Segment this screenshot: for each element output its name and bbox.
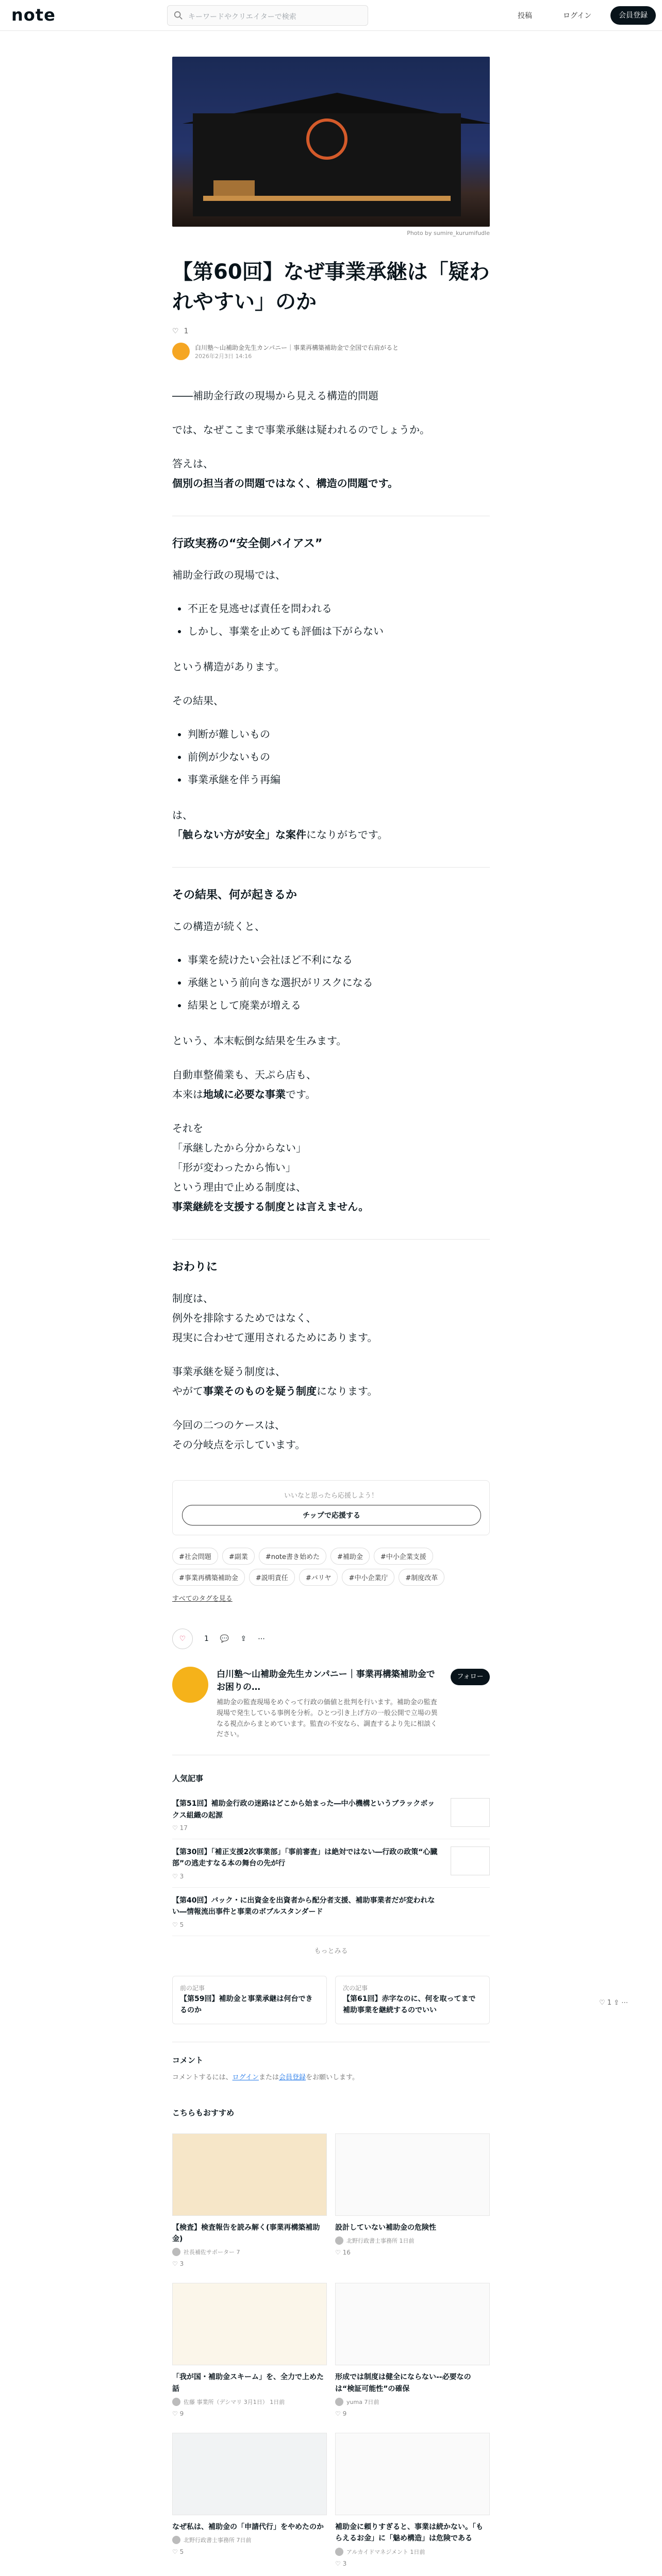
comments-title: コメント bbox=[172, 2055, 204, 2065]
paragraph: この構造が続くと、 bbox=[172, 920, 265, 933]
share-icon[interactable]: ⇪ bbox=[240, 1635, 247, 1643]
list-item[interactable]: 【第51回】補助金行政の迷路はどこから始まった―中小機構というブラックボックス組織の起源 ♡ 17 bbox=[172, 1791, 490, 1839]
paragraph: その結果、 bbox=[172, 694, 224, 707]
thumbnail bbox=[172, 2283, 327, 2365]
article-card[interactable]: 「我が国・補助金スキーム」を、全力で上めた話 佐藤 事業所（デシマリ 3月1日） 1日前 ♡ 9 bbox=[172, 2283, 327, 2417]
thumbnail bbox=[172, 2133, 327, 2216]
recommended-title: こちらもおすすめ bbox=[172, 2108, 235, 2117]
section-heading: 行政実務の“安全側バイアス” bbox=[172, 516, 490, 551]
like-count: 1 bbox=[204, 1635, 209, 1643]
bullet-list: • 事業を続けたい会社ほど不利になる • 承継という前向きな選択がリスクになる • 結果として廃業が増える bbox=[172, 948, 490, 1016]
comment-icon[interactable]: 💬 bbox=[220, 1635, 229, 1643]
tag[interactable]: #note書き始めた bbox=[259, 1548, 326, 1565]
post-date: 2026年2月3日 14:16 bbox=[195, 352, 252, 360]
article-card[interactable]: なぜ私は、補助金の「申請代行」をやめたのか 北野行政書士事務所 7日前 ♡ 5 bbox=[172, 2433, 327, 2567]
next-article-link[interactable]: 次の記事 【第61回】赤字なのに、何を取ってまで補助事業を継続するのでいい bbox=[335, 1976, 490, 2024]
avatar[interactable] bbox=[172, 1667, 208, 1703]
tag[interactable]: #補助金 bbox=[330, 1548, 370, 1565]
all-tags-link[interactable]: すべてのタグを見る bbox=[172, 1595, 233, 1603]
comments-note: コメントするには、ログインまたは会員登録をお願いします。 bbox=[172, 2073, 359, 2081]
comments-section bbox=[172, 2042, 490, 2081]
top-header bbox=[0, 0, 662, 31]
thumbnail bbox=[451, 1798, 490, 1827]
article-card[interactable]: 補助金に頼りすぎると、事業は続かない。「もらえるお金」に「魅め構造」は危険である アルカイドマネジメント 1日前 ♡ 3 bbox=[335, 2433, 490, 2567]
support-label: いいなと思ったら応援しよう！ bbox=[284, 1492, 378, 1500]
popular-title: 人気記事 bbox=[172, 1774, 204, 1784]
article-body bbox=[172, 386, 490, 1454]
paragraph: 制度は、 例外を排除するためではなく、 現実に合わせて運用されるためにあります。 bbox=[172, 1292, 378, 1344]
tag[interactable]: #説明責任 bbox=[249, 1569, 295, 1586]
author-name[interactable]: 白川塾〜山補助金先生カンパニー｜事業再構築補助金で全国で右肩がると bbox=[195, 344, 399, 351]
login-link[interactable]: ログイン bbox=[563, 12, 592, 20]
list-item[interactable]: 【第30回】「補正支援2次事業部」「事前審査」は絶対ではない―行政の政策“心臓部”の逃走すなる本の舞台の先が行 ♡ 3 bbox=[172, 1839, 490, 1888]
like-button[interactable]: ♡ bbox=[172, 1629, 193, 1649]
bullet-list: • 判断が難しいもの • 前例が少ないもの • 事業承継を伴う再編 bbox=[172, 723, 490, 791]
more-icon[interactable]: ⋯ bbox=[258, 1635, 266, 1643]
search-icon bbox=[174, 11, 183, 20]
paragraph: という構造があります。 bbox=[172, 660, 285, 673]
article-nav bbox=[172, 1976, 490, 2024]
tag[interactable]: #社会問題 bbox=[172, 1548, 218, 1565]
more-link[interactable]: もっとみる bbox=[314, 1947, 348, 1955]
heart-icon[interactable]: ♡ bbox=[172, 327, 179, 335]
author-profile bbox=[172, 1667, 490, 1755]
profile-name[interactable]: 白川塾〜山補助金先生カンパニー｜事業再構築補助金でお困りの… bbox=[217, 1669, 435, 1692]
support-box bbox=[172, 1480, 490, 1535]
paragraph: 自動車整備業も、天ぷら店も、 本来は地域に必要な事業です。 bbox=[172, 1069, 317, 1100]
author-block[interactable] bbox=[172, 343, 490, 360]
section-heading: おわりに bbox=[172, 1239, 490, 1274]
tag[interactable]: #中小企業支援 bbox=[374, 1548, 433, 1565]
prev-article-link[interactable]: 前の記事 【第59回】補助金と事業承継は何台できるのか bbox=[172, 1976, 327, 2024]
hero-image bbox=[172, 57, 490, 227]
article-card[interactable]: 設計していない補助金の危険性 北野行政書士事務所 1日前 ♡ 16 bbox=[335, 2133, 490, 2268]
signup-button[interactable]: 会員登録 bbox=[610, 6, 656, 25]
bullet-list: • 不正を見逃せば責任を問われる • しかし、事業を止めても評価は下がらない bbox=[172, 597, 490, 642]
thumbnail bbox=[172, 2433, 327, 2515]
recommended-grid bbox=[172, 2133, 490, 2576]
floating-like[interactable]: ♡ 1 ⇪ ⋯ bbox=[599, 1999, 628, 2007]
paragraph: 事業承継を疑う制度は、 やがて事業そのものを疑う制度になります。 bbox=[172, 1365, 378, 1397]
tag[interactable]: #中小企業庁 bbox=[342, 1569, 394, 1586]
tag[interactable]: #制度改革 bbox=[399, 1569, 444, 1586]
intro: ――補助金行政の現場から見える構造的問題 bbox=[172, 389, 378, 402]
paragraph: 今回の二つのケースは、 その分岐点を示しています。 bbox=[172, 1419, 306, 1451]
thumbnail bbox=[335, 2283, 490, 2365]
tag[interactable]: #副業 bbox=[222, 1548, 255, 1565]
login-link[interactable]: ログイン bbox=[232, 2073, 259, 2081]
like-count: 1 bbox=[184, 327, 189, 335]
paragraph: という、本末転倒な結果を生みます。 bbox=[172, 1035, 347, 1047]
thumbnail bbox=[451, 1846, 490, 1875]
note-logo[interactable]: note bbox=[11, 5, 56, 25]
search-placeholder: キーワードやクリエイターで検索 bbox=[188, 13, 296, 21]
thumbnail bbox=[335, 2133, 490, 2216]
photo-credit[interactable]: Photo by sumire_kurumifudle bbox=[407, 230, 490, 236]
tip-button[interactable]: チップで応援する bbox=[182, 1505, 481, 1526]
paragraph: 補助金行政の現場では、 bbox=[172, 569, 286, 581]
article-title: 【第60回】なぜ事業承継は「疑われやすい」のか bbox=[172, 260, 490, 314]
list-item[interactable]: 【第40回】バック・に出資金を出資者から配分者支援、補助事業者だが変われない―情報流出事件と事業のボブルスタンダード ♡ 5 bbox=[172, 1888, 490, 1936]
article-card[interactable]: 【検査】検査報告を読み解く(事業再構築補助金) 社長補佐サポーター 7 ♡ 3 bbox=[172, 2133, 327, 2268]
section-heading: その結果、何が起きるか bbox=[172, 867, 490, 902]
follow-button[interactable]: フォロー bbox=[451, 1669, 490, 1685]
popular-list bbox=[172, 1791, 490, 1936]
tag-list bbox=[172, 1548, 490, 1586]
paragraph: それを 「承継したから分からない」 「形が変わったから怖い」 という理由で止める制度は、 事業継続を支援する制度とは言えません。 bbox=[172, 1122, 369, 1213]
avatar[interactable] bbox=[172, 343, 190, 360]
paragraph: では、なぜここまで事業承継は疑われるのでしょうか。 bbox=[172, 423, 430, 436]
profile-description: 補助金の監査現場をめぐって行政の価値と批判を行います。補助金の監査現場で発生している事例を分析。ひとつ引き上げ方の一般公開で立場の異なる視点からまとめています。監査の不安なら、調査するより先に相談ください。 bbox=[217, 1699, 438, 1739]
tag[interactable]: #事業再構築補助金 bbox=[172, 1569, 245, 1586]
thumbnail bbox=[335, 2433, 490, 2515]
article bbox=[172, 57, 490, 2576]
signup-link[interactable]: 会員登録 bbox=[279, 2073, 306, 2081]
crest-icon bbox=[306, 118, 347, 160]
article-card[interactable]: 形成では制度は健全にならない--必要なのは“検証可能性”の確保 yuma 7日前 ♡ 9 bbox=[335, 2283, 490, 2417]
post-link[interactable]: 投稿 bbox=[518, 12, 532, 20]
tag[interactable]: #バリヤ bbox=[299, 1569, 338, 1586]
action-bar bbox=[172, 1629, 490, 1649]
search-input[interactable] bbox=[167, 5, 368, 26]
paragraph: は、 「触らない方が安全」な案件になりがちです。 bbox=[172, 809, 388, 841]
paragraph: 答えは、 個別の担当者の問題ではなく、構造の問題です。 bbox=[172, 457, 398, 489]
